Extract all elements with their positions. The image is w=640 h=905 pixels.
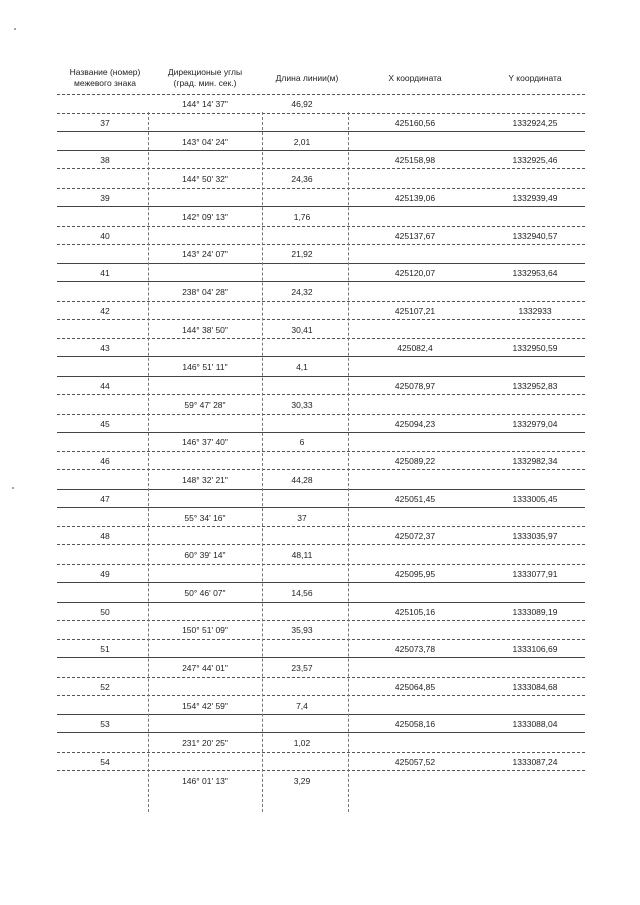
segment-angle: 144° 38' 50" [182, 324, 228, 335]
point-y: 1333077,91 [512, 569, 558, 579]
point-y: 1333089,19 [512, 606, 558, 617]
point-name: 53 [100, 719, 110, 730]
segment-length: 44,28 [291, 475, 313, 485]
scan-speck [14, 28, 16, 30]
header-x: X координата [388, 73, 442, 83]
row-divider [57, 394, 585, 395]
segment-length: 30,33 [291, 399, 313, 410]
point-y: 1333088,04 [512, 719, 558, 730]
row-divider [57, 150, 585, 151]
row-divider [57, 226, 585, 227]
header-name [60, 67, 150, 89]
point-name: 48 [100, 531, 110, 542]
point-y: 1333106,69 [512, 644, 558, 655]
point-y: 1333035,97 [512, 531, 558, 542]
point-x: 425064,85 [394, 681, 436, 692]
point-x: 425137,67 [394, 230, 436, 241]
segment-angle: 154° 42' 59" [182, 700, 228, 711]
row-divider [57, 206, 585, 207]
row-divider [57, 657, 585, 658]
segment-angle: 148° 32' 21" [182, 475, 228, 485]
segment-length: 30,41 [291, 324, 313, 335]
point-y: 1332982,34 [512, 456, 558, 467]
header-name-text: Название (номер) межевого знака [69, 67, 141, 88]
point-name: 42 [100, 305, 110, 316]
row-divider [57, 414, 585, 415]
point-name: 41 [100, 268, 110, 279]
point-x: 425095,95 [394, 569, 436, 579]
row-divider [57, 168, 585, 169]
point-x: 425058,16 [394, 719, 436, 730]
row-divider [57, 263, 585, 264]
segment-length: 7,4 [296, 700, 308, 711]
segment-angle: 247° 44' 01" [182, 663, 228, 673]
row-divider [57, 582, 585, 583]
row-divider [57, 770, 585, 771]
segment-length: 14,56 [291, 587, 313, 598]
point-name: 51 [100, 644, 110, 655]
point-y: 1332952,83 [512, 381, 558, 391]
point-x: 425057,52 [394, 757, 436, 767]
point-x: 425120,07 [394, 268, 436, 279]
point-name: 52 [100, 681, 110, 692]
point-y: 1333087,24 [512, 757, 558, 767]
row-divider [57, 602, 585, 603]
segment-angle: 60° 39' 14" [184, 550, 226, 561]
row-divider [57, 432, 585, 433]
row-divider [57, 752, 585, 753]
segment-angle: 238° 04' 28" [182, 287, 228, 297]
point-x: 425105,16 [394, 606, 436, 617]
point-x: 425160,56 [394, 117, 436, 128]
row-divider [57, 489, 585, 490]
header-angles-text: Дирекционые углы (град. мин. сек.) [167, 67, 243, 88]
segment-angle: 55° 34' 16" [184, 512, 226, 523]
row-divider [57, 639, 585, 640]
point-name: 47 [100, 493, 110, 504]
row-divider [57, 338, 585, 339]
header-y: Y координата [508, 73, 562, 83]
segment-angle: 144° 50' 32" [182, 174, 228, 185]
row-divider [57, 281, 585, 282]
segment-length: 21,92 [291, 249, 313, 260]
row-divider [57, 376, 585, 377]
point-x: 425107,21 [394, 305, 436, 316]
column-divider [348, 112, 349, 812]
row-divider [57, 356, 585, 357]
row-divider [57, 677, 585, 678]
row-divider [57, 544, 585, 545]
column-divider [262, 112, 263, 812]
row-divider [57, 732, 585, 733]
header-angles [150, 67, 260, 89]
column-divider [148, 112, 149, 812]
point-name: 54 [100, 757, 110, 767]
segment-length: 1,02 [293, 738, 311, 749]
point-x: 425158,98 [394, 155, 436, 166]
segment-length: 4,1 [296, 362, 308, 373]
segment-angle: 146° 51' 11" [182, 362, 228, 373]
row-divider [57, 469, 585, 470]
point-y: 1332939,49 [512, 193, 558, 203]
row-divider [57, 301, 585, 302]
row-divider [57, 526, 585, 527]
point-x: 425073,78 [394, 644, 436, 655]
row-divider [57, 507, 585, 508]
row-divider [57, 695, 585, 696]
segment-length: 6 [299, 437, 305, 448]
point-y: 1333084,68 [512, 681, 558, 692]
row-divider [57, 564, 585, 565]
row-divider [57, 244, 585, 245]
segment-length: 46,92 [291, 99, 313, 109]
segment-angle: 146° 01' 13" [182, 775, 228, 786]
segment-angle: 144° 14' 37" [182, 99, 228, 109]
segment-length: 1,76 [293, 211, 311, 222]
point-y: 1332950,59 [512, 343, 558, 354]
point-y: 1332925,46 [512, 155, 558, 166]
segment-angle: 146° 37' 40" [182, 437, 228, 448]
point-y: 1332979,04 [512, 418, 558, 429]
segment-angle: 50° 46' 07" [184, 587, 226, 598]
point-y: 1332940,57 [512, 230, 558, 241]
point-y: 1332924,25 [512, 117, 558, 128]
segment-length: 2,01 [293, 136, 311, 147]
point-name: 44 [100, 381, 110, 391]
header-length: Длина линии(м) [275, 73, 339, 83]
row-divider [57, 94, 585, 95]
segment-length: 23,57 [291, 663, 313, 673]
point-x: 425089,22 [394, 456, 436, 467]
segment-length: 48,11 [291, 550, 313, 561]
point-x: 425139,06 [394, 193, 436, 203]
point-y: 1332953,64 [512, 268, 558, 279]
row-divider [57, 714, 585, 715]
row-divider [57, 620, 585, 621]
point-name: 39 [100, 193, 110, 203]
segment-length: 24,36 [291, 174, 313, 185]
point-name: 46 [100, 456, 110, 467]
segment-angle: 59° 47' 28" [184, 399, 226, 410]
point-y: 1332933 [518, 305, 552, 316]
point-name: 37 [100, 117, 110, 128]
point-y: 1333005,45 [512, 493, 558, 504]
segment-length: 35,93 [291, 625, 313, 636]
point-name: 45 [100, 418, 110, 429]
row-divider [57, 131, 585, 132]
point-name: 38 [100, 155, 110, 166]
point-x: 425082,4 [397, 343, 433, 354]
segment-angle: 143° 24' 07" [182, 249, 228, 260]
point-name: 40 [100, 230, 110, 241]
point-x: 425078,97 [394, 381, 436, 391]
row-divider [57, 451, 585, 452]
segment-angle: 142° 09' 13" [182, 211, 228, 222]
point-name: 43 [100, 343, 110, 354]
segment-angle: 150° 51' 09" [182, 625, 228, 636]
point-name: 49 [100, 569, 110, 579]
scan-speck [12, 487, 14, 489]
point-x: 425051,45 [394, 493, 436, 504]
point-name: 50 [100, 606, 110, 617]
point-x: 425072,37 [394, 531, 436, 542]
row-divider [57, 319, 585, 320]
row-divider [57, 113, 585, 114]
segment-angle: 231° 20' 25" [182, 738, 228, 749]
segment-length: 24,32 [291, 287, 313, 297]
point-x: 425094,23 [394, 418, 436, 429]
segment-length: 37 [297, 512, 307, 523]
segment-angle: 143° 04' 24" [182, 136, 228, 147]
row-divider [57, 188, 585, 189]
segment-length: 3,29 [293, 775, 311, 786]
